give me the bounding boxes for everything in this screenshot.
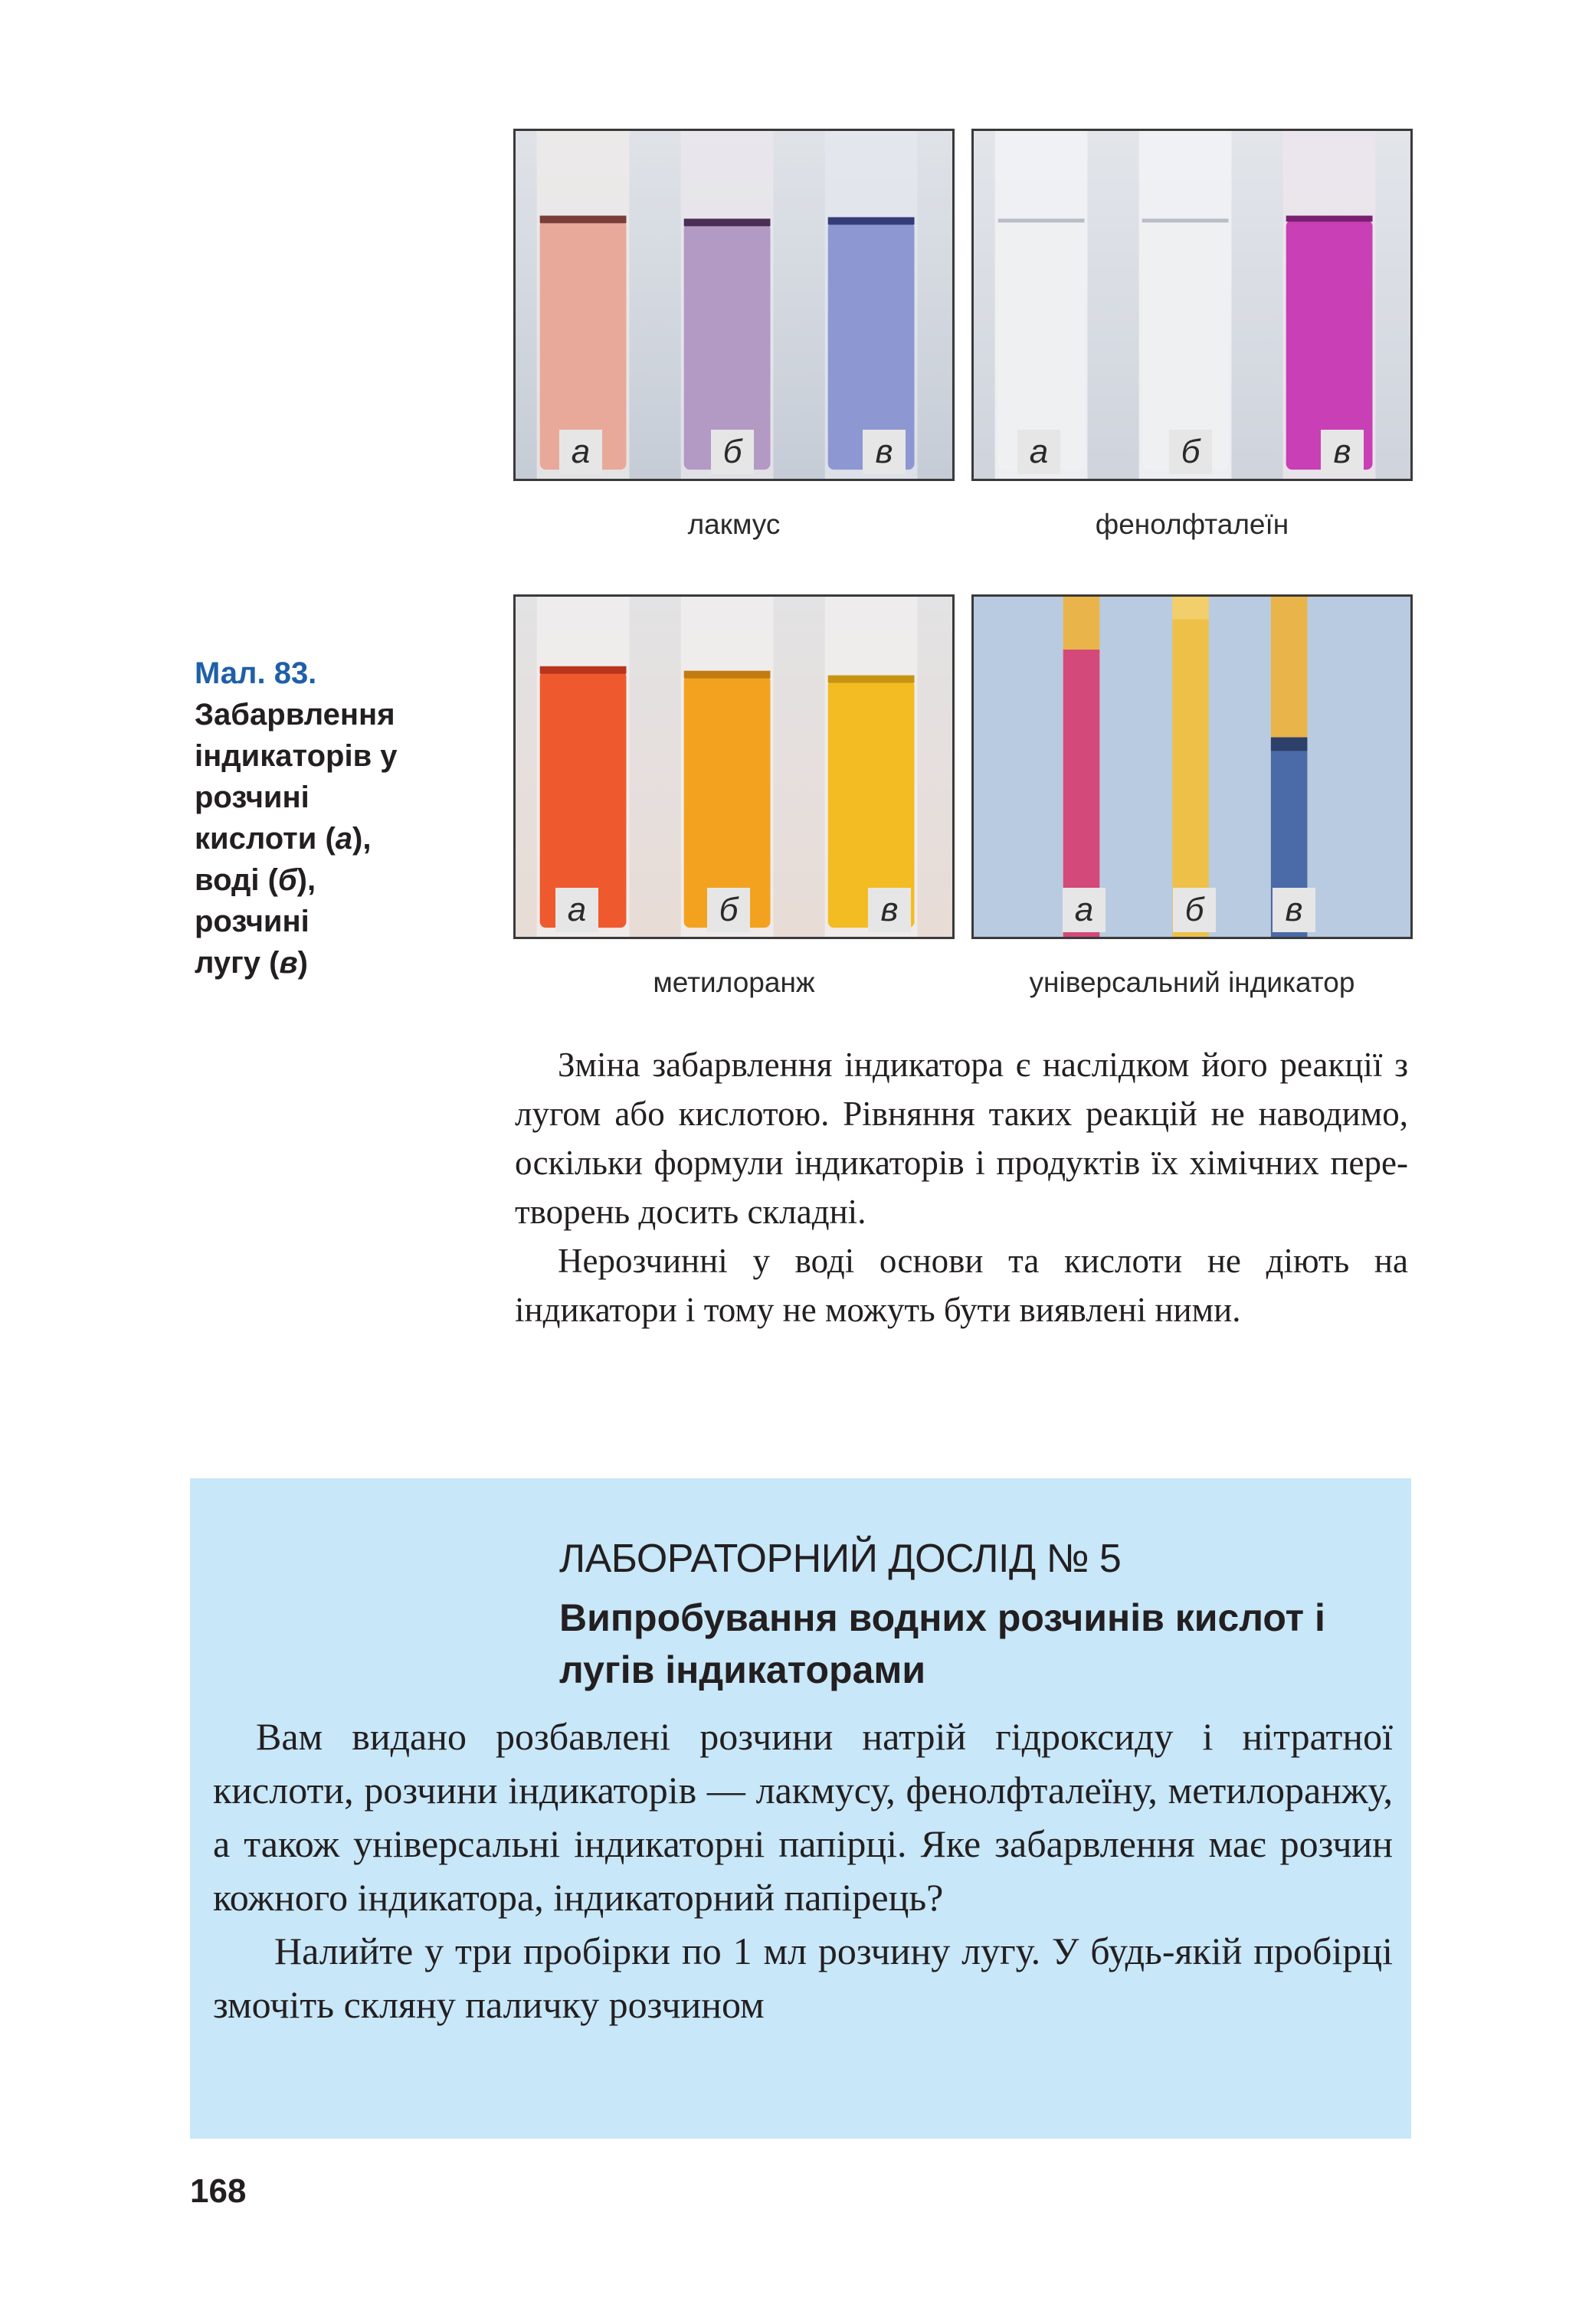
figure-number: Мал. 83. [195, 656, 317, 690]
strip-label-b: б [1173, 888, 1216, 932]
caption-line: розчині [195, 781, 310, 814]
caption-litmus: лакмус [687, 509, 781, 540]
caption-italic-letter: а [335, 822, 353, 856]
tube-label-c: в [1321, 430, 1364, 474]
caption-line: воді ( [195, 863, 278, 897]
caption-line: індикаторів у [195, 739, 398, 773]
paragraph: Зміна забарвлення індикатора є наслідком його реакції з лугом або кислотою. Рівняння таких реакцій не наводимо, оскільки формули індикаторів і продуктів їх хімічних перетворень досить складні. [515, 1046, 1408, 1231]
caption-italic-letter: в [279, 946, 298, 980]
lab-paragraph: Вам видано розбавлені розчини натрій гідроксиду і нітратної кислоти, розчини індикаторів — лакмусу, фенолфталеїну, метилоранжу, а також універсальні індикаторні папірці. Яке забарвлення має розчин кожного індикатора, індикаторний папірець? [213, 1715, 1393, 1919]
strip-label-c: в [1273, 888, 1315, 932]
caption-phenolphthalein: фенолфталеїн [1095, 509, 1289, 540]
tube-label-a: а [559, 430, 602, 474]
lab-text [213, 1710, 1393, 2031]
photo-phenolphthalein [971, 129, 1413, 481]
caption-line: лугу ( [195, 946, 280, 980]
lab-title: Випробування водних розчинів кислот і лугів індикаторами [559, 1596, 1325, 1691]
caption-line: ) [297, 946, 308, 980]
body-text [515, 1040, 1408, 1334]
caption-line: розчині [195, 905, 310, 938]
caption-methyl-orange: метилоранж [653, 967, 815, 998]
tube-label-b: б [1169, 430, 1212, 474]
caption-line: ), [352, 822, 372, 856]
tube-label-c: в [868, 888, 911, 932]
tube-label-a: а [555, 888, 598, 932]
page-number: 168 [190, 2172, 247, 2210]
tube-label-b: б [707, 888, 750, 932]
caption-line: Забарвлення [195, 698, 395, 732]
caption-line: ), [296, 863, 316, 897]
caption-universal-indicator: універсальний індикатор [1029, 967, 1355, 998]
photo-methyl-orange [513, 594, 955, 939]
caption-line: кислоти ( [195, 822, 336, 856]
figure-caption [195, 653, 447, 984]
photo-universal-indicator [971, 594, 1413, 939]
lab-heading: ЛАБОРАТОРНИЙ ДОСЛІД № 5 [559, 1537, 1122, 1581]
photo-litmus [513, 129, 955, 481]
tube-label-c: в [863, 430, 906, 474]
paragraph: Нерозчинні у воді основи та кислоти не діють на індикатори і тому не можуть бути виявлені ними. [515, 1242, 1408, 1329]
tube-label-a: а [1017, 430, 1060, 474]
strip-label-a: а [1063, 888, 1106, 932]
tube-label-b: б [711, 430, 754, 474]
caption-italic-letter: б [277, 863, 297, 897]
lab-paragraph: Налийте у три пробірки по 1 мл розчину лугу. У будь-якій пробірці змочіть скляну паличку розчином [213, 1930, 1393, 2026]
